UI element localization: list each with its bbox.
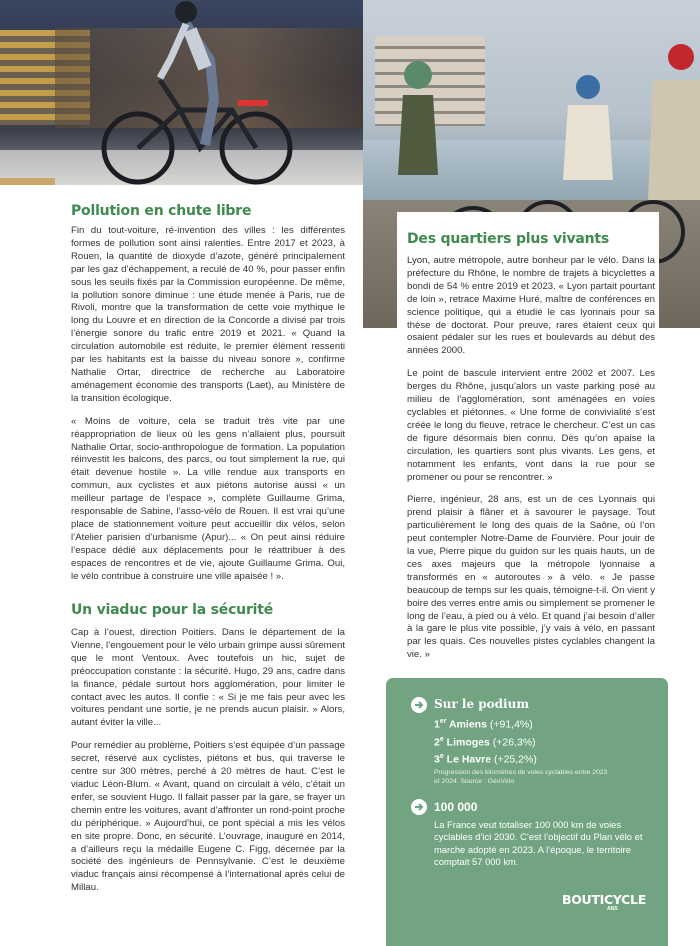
arrow-right-icon (411, 799, 427, 815)
figure-title: 100 000 (434, 800, 478, 814)
photo-night-cyclist (0, 0, 363, 185)
paragraph: Pierre, ingénieur, 28 ans, est un de ces Lyonnais qui prend plaisir à flâner et à savourer le paysage. Tout particulièrement le long des quais de la Saône, où l’on peut contempler Notre-Dame de Fourvière. Pour jouir de la vue, Pierre pique du guidon sur les quais hauts, un de ces axes majeurs que la métropole lyonnaise a transformés en « autoroutes » à vélo. « Je passe beaucoup de temps sur les quais, témoigne-t-il. On vient y boire des verres entre amis ou simplement se promener le long de l’eau, à pied ou à vélo. Et quand j’ai besoin d’aller à la gare le plus vite possible, j’y vais à vélo, en passant par les quais. Ces nouvelles pistes cyclables changent la vie. » (407, 494, 655, 661)
paragraph: Cap à l’ouest, direction Poitiers. Dans le département de la Vienne, l’engouement pour le vélo urbain grimpe aussi sûrement que le mont Ventoux. Avec toutefois un hic, sujet de préoccupation constante : la sécurité. Hugo, 29 ans, cadre dans la finance, pédale surtout hors agglomération, pour limiter le contact avec les autos. Il confie : « Si je me fais peur avec les voitures pendant une sortie, je ne prends aucun plaisir. » Alors, autant éviter la ville... (71, 627, 345, 729)
section-pollution-body (71, 225, 345, 593)
podium-title: Sur le podium (434, 697, 530, 711)
heading-viaduc: Un viaduc pour la sécurité (71, 602, 274, 618)
arrow-right-icon (411, 697, 427, 713)
section-viaduc-body (71, 627, 345, 905)
heading-pollution: Pollution en chute libre (71, 203, 252, 219)
paragraph: Pour remédier au problème, Poitiers s’est équipée d’un passage secret, réservé aux cyclistes, piétons et bus, qui traverse le centre sur 300 mètres, perché à 20 mètres de haut. C’est le viaduc Léon-Blum. « Avant, quand on circulait à vélo, c’était un enfer, se souvient Hugo. Il fallait passer par la gare, se frayer un chemin entre les voitures, avant d’affronter un rond-point proche du périphérique. » Aujourd’hui, ce pont spécial a mis les vélos en site propre. Donc, en sécurité. L’ouvrage, inauguré en 2014, a d’ailleurs reçu la médaille Eugene C. Figg, décernée par la société des ingénieurs de Pennsylvanie. C’est le deuxième viaduc français ainsi récompensé à l’international après celui de Millau. (71, 740, 345, 894)
paragraph: Fin du tout-voiture, ré-invention des villes : les différentes formes de pollution sont ainsi ralenties. Entre 2017 et 2023, à Rouen, la quantité de dioxyde d’azote, généré principalement par les gaz d’échappement, a reculé de 40 %, pour passer enfin sous les seuils fixés par la Commission européenne. De même, la pollution sonore diminue : une étude menée à Paris, rue de Rivoli, montre que la transformation de cette voie mythique le long du Louvre et en direction de la Concorde a divisé par trois l’énergie sonore du trafic entre 2019 et 2021. « Quand la circulation automobile est réduite, le premier élément ressenti par les habitants est la baisse du niveau sonore », confirme Nathalie Ortar, directrice de recherche au Laboratoire aménagement économie des transports (Laet), au Ministère de la transition écologique. (71, 225, 345, 404)
figure-text: La France veut totaliser 100 000 km de voies cyclables d’ici 2030. C’est l’objectif du Plan vélo et marche adopté en 2023. A l’époque, le territoire comptait 57 000 km. (434, 819, 643, 867)
podium-item: 2e Limoges (+26,3%) (434, 736, 536, 749)
podium-item: 3e Le Havre (+25,2%) (434, 753, 537, 766)
paragraph: Le point de bascule intervient entre 2002 et 2007. Les berges du Rhône, jusqu’alors un vaste parking posé au milieu de l’agglomération, sont aménagées en voies cyclables et piétonnes. « Une forme de convivialité s’est créée le long du fleuve, retrace le chercheur. C’est un cas de figure désormais bien connu. Dès qu’on apaise la circulation, les quartiers sont plus vivants. Les gens, et notamment les enfants, vont dans la rue pour se promener ou pour se rencontrer. » (407, 368, 655, 483)
paragraph: Lyon, autre métropole, autre bonheur par le vélo. Dans la préfecture du Rhône, le nombre de trajets à bicyclettes a bondi de 54 % entre 2019 et 2023. « Lyon partait pourtant de loin », retrace Maxime Huré, maître de conférences en science politique, qui a étudié le cas lyonnais pour sa thèse de doctorat. Pour preuve, rares étaient ceux qui osaient pédaler sur les rues et boulevards au début des années 2000. (407, 255, 655, 357)
paragraph: « Moins de voiture, cela se traduit très vite par une réappropriation de lieux où les gens n’allaient plus, poursuit Nathalie Ortar, socio-anthropologue de formation. La population réinvestit les balcons, des parcs, ou tout simplement la rue, qui était devenue hostile ». La ville rendue aux transports en commun, aux cyclistes et aux piétons autorise aussi « un meilleur partage de l’espace », complète Guillaume Grima, responsable de Sabine, l’asso-vélo de Rouen. Il est vrai qu’une place de stationnement voiture peut accueillir dix vélos, selon l’Atelier parisien d’urbanisme (Apur)... « On peut ainsi réduire l’espace dédié aux déplacements pour le réattribuer à des espaces de rencontres et de vie, ajoute Guillaume Grima. Oui, le vélo contribue à construire une ville apaisée ! ». (71, 415, 345, 582)
photo-tan-block (0, 178, 55, 185)
podium-source-note: Progression des kilomètres de voies cyclables entre 2023 et 2024. Source : GéoVélo (434, 769, 608, 785)
podium-item: 1er Amiens (+91,4%) (434, 718, 533, 731)
section-quartiers-body (407, 255, 655, 672)
heading-quartiers: Des quartiers plus vivants (407, 231, 610, 247)
bouticycle-logo-sub: ANS (607, 906, 618, 912)
bouticycle-logo: BOUTICYCLE (562, 892, 646, 907)
cyclist-figure (0, 0, 363, 185)
